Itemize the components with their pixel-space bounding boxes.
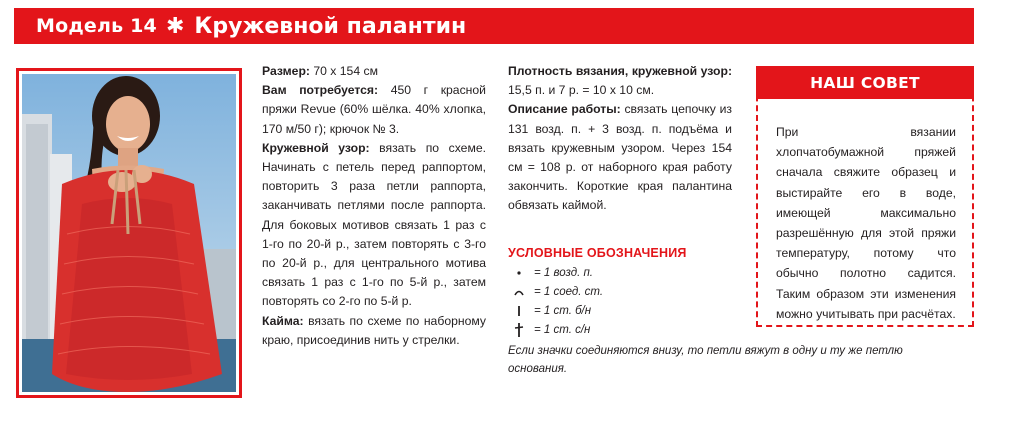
legend-note: Если значки соединяются внизу, то петли вяжут в одну и ту же петлю основания.: [508, 345, 903, 375]
chain-stitch-icon: [508, 268, 530, 278]
model-number: Модель 14: [36, 15, 157, 37]
edging-value: вязать по схеме по наборному краю, присоединив нить у стрелки.: [262, 313, 486, 347]
legend-item-text: = 1 возд. п.: [534, 266, 594, 279]
lace-pattern-value: вязать по схеме. Начинать с петель перед раппортом, повторить 3 раза петли раппорта, заканчивать петлями после раппорта. Для боковых мотивов связать 1 раз с 1-го по 20-й р., затем повторять с 3-го по 20-й р., для центрального мотива связать 1 раз с 1-го по 5-й р., затем повторять со 2-го по 5-й р.: [262, 140, 487, 309]
legend-item-text: = 1 ст. б/н: [534, 304, 592, 317]
legend-item-text: = 1 соед. ст.: [534, 285, 604, 298]
model-photo: [22, 74, 236, 392]
size-value: 70 х 154 см: [309, 64, 378, 78]
gauge-label: Плотность вязания, кружевной узор:: [508, 64, 732, 78]
size-label: Размер:: [262, 64, 310, 78]
single-crochet-icon: [508, 304, 530, 318]
instructions-column-right: [508, 62, 732, 216]
work-description-label: Описание работы:: [508, 102, 621, 117]
legend-title: УСЛОВНЫЕ ОБОЗНАЧЕНИЯ: [508, 246, 687, 260]
page-header: [14, 8, 974, 44]
work-description-value: связать цепочку из 131 возд. п. + 3 возд. п. подъёма и вязать кружевным узором. Через 154 см = 108 р. от наборного края работу закончить. Короткие края палантина обвязать каймой.: [508, 102, 733, 213]
double-crochet-icon: [508, 322, 530, 338]
gauge-value: 15,5 п. и 7 р. = 10 х 10 см.: [508, 83, 655, 98]
materials-value: 450 г красной пряжи Revue (60% шёлка. 40% хлопка, 170 м/50 г); крючок № 3.: [262, 83, 486, 136]
gauge-paragraph: [508, 62, 732, 100]
model-photo-illustration: [22, 74, 236, 392]
size-paragraph: [262, 62, 486, 81]
lace-pattern-paragraph: [262, 139, 486, 312]
instructions-column-left: [262, 62, 486, 350]
photo-frame: [16, 68, 242, 398]
edging-paragraph: [262, 312, 486, 350]
lace-pattern-label: Кружевной узор:: [262, 140, 370, 155]
legend-item-text: = 1 ст. с/н: [534, 323, 591, 336]
advice-box: [756, 66, 974, 327]
work-description-paragraph: [508, 100, 732, 215]
advice-title: НАШ СОВЕТ: [756, 66, 974, 99]
asterisk-icon: ✱: [165, 13, 185, 39]
page-title: Кружевной палантин: [194, 13, 467, 39]
materials-label: Вам потребуется:: [262, 83, 379, 98]
slip-stitch-icon: [508, 287, 530, 297]
materials-paragraph: [262, 81, 486, 139]
advice-text: При вязании хлопчатобумажной пряжей сначала свяжите образец и выстирайте его в воде, имеющей максимально разрешённую для этой пряжи температуру, потому что обычно полотно садится. Таким образом эти изменения можно учитывать при расчётах.: [776, 125, 956, 321]
edging-label: Кайма:: [262, 313, 304, 328]
